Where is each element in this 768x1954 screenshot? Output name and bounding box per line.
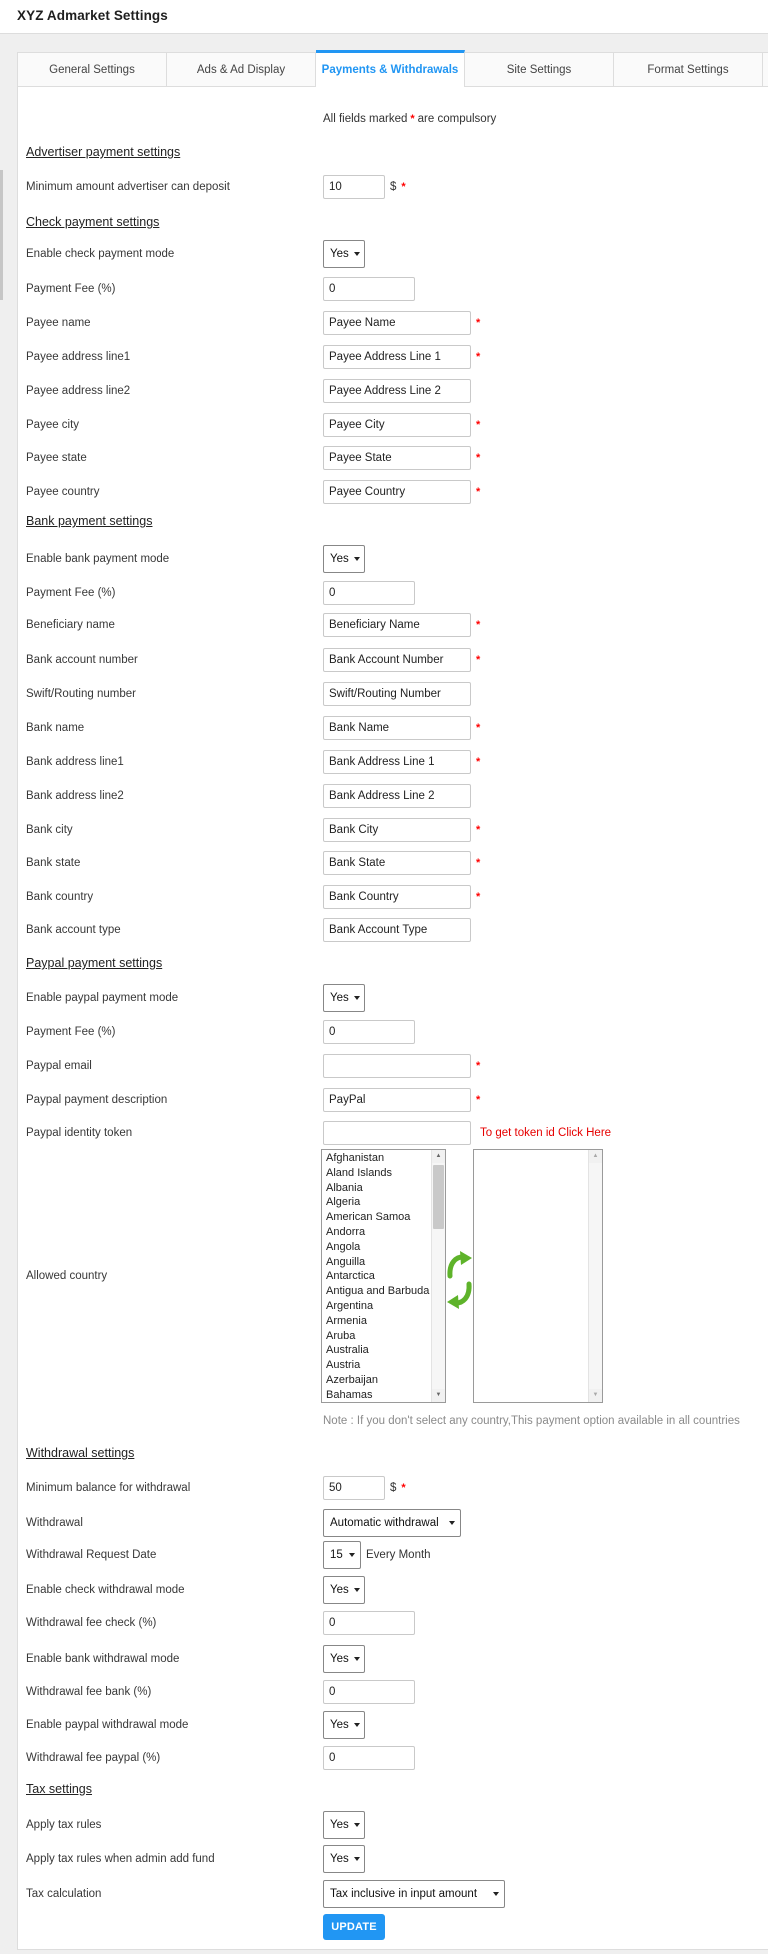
country-option[interactable]: Austria bbox=[326, 1359, 361, 1372]
payee-address1-input[interactable] bbox=[323, 345, 471, 369]
row-payee-address2 bbox=[26, 376, 764, 406]
country-option[interactable]: Azerbaijan bbox=[326, 1373, 378, 1386]
bank-name-input[interactable] bbox=[323, 716, 471, 740]
row-apply-tax-rules-admin bbox=[26, 1844, 764, 1874]
paypal-description-input[interactable] bbox=[323, 1088, 471, 1112]
compulsory-note-text: All fields marked bbox=[323, 113, 408, 125]
required-star: * bbox=[476, 619, 481, 631]
select-value: Yes bbox=[330, 553, 349, 565]
country-source-items bbox=[323, 1151, 431, 1401]
required-star: * bbox=[476, 486, 481, 498]
row-payee-address1 bbox=[26, 342, 764, 372]
row-withdrawal-mode bbox=[26, 1508, 764, 1538]
field-label: Payee address line1 bbox=[26, 351, 131, 363]
row-bank-account-type bbox=[26, 915, 764, 945]
field-label: Bank address line2 bbox=[26, 790, 124, 802]
field-label: Withdrawal bbox=[26, 1517, 83, 1529]
country-source-list[interactable] bbox=[321, 1149, 446, 1403]
chevron-down-icon bbox=[354, 1588, 360, 1592]
tab-label: General Settings bbox=[49, 63, 135, 76]
enable-paypal-payment-select[interactable] bbox=[323, 984, 365, 1012]
row-enable-check-payment bbox=[26, 239, 764, 269]
select-value: Yes bbox=[330, 1719, 349, 1731]
bank-address1-input[interactable] bbox=[323, 750, 471, 774]
tab-general-settings[interactable] bbox=[18, 53, 167, 86]
section-heading-check: Check payment settings bbox=[26, 215, 160, 229]
required-star: * bbox=[401, 1482, 406, 1494]
field-label: Payee address line2 bbox=[26, 385, 131, 397]
field-label: Bank account number bbox=[26, 654, 138, 666]
select-value: Yes bbox=[330, 1819, 349, 1831]
scroll-up-icon[interactable]: ▲ bbox=[589, 1150, 602, 1163]
row-apply-tax-rules bbox=[26, 1810, 764, 1840]
row-payee-city bbox=[26, 410, 764, 440]
currency-label: $ bbox=[390, 1482, 397, 1494]
select-value: Yes bbox=[330, 248, 349, 260]
field-label: Payee state bbox=[26, 452, 87, 464]
swift-routing-number-input[interactable] bbox=[323, 682, 471, 706]
payee-name-input[interactable] bbox=[323, 311, 471, 335]
row-payee-name bbox=[26, 308, 764, 338]
tab-label: Ads & Ad Display bbox=[196, 63, 286, 76]
country-option[interactable]: Antigua and Barbuda bbox=[326, 1285, 430, 1298]
select-value: Tax inclusive in input amount bbox=[330, 1888, 478, 1900]
chevron-down-icon bbox=[354, 1857, 360, 1861]
row-paypal-description bbox=[26, 1085, 764, 1115]
required-star: * bbox=[476, 654, 481, 666]
tab-label: Format Settings bbox=[647, 63, 729, 76]
payee-state-input[interactable] bbox=[323, 446, 471, 470]
apply-tax-rules-admin-select[interactable] bbox=[323, 1845, 365, 1873]
page-header bbox=[0, 0, 768, 34]
row-paypal-payment-fee bbox=[26, 1017, 764, 1047]
withdrawal-mode-select[interactable] bbox=[323, 1509, 461, 1537]
settings-panel bbox=[17, 52, 768, 1950]
withdrawal-fee-bank-input[interactable] bbox=[323, 1680, 415, 1704]
row-bank-address1 bbox=[26, 747, 764, 777]
field-label: Withdrawal fee bank (%) bbox=[26, 1686, 152, 1698]
beneficiary-name-input[interactable] bbox=[323, 613, 471, 637]
select-value: Yes bbox=[330, 992, 349, 1004]
required-star: * bbox=[476, 891, 481, 903]
field-label: Payment Fee (%) bbox=[26, 587, 116, 599]
chevron-down-icon bbox=[493, 1892, 499, 1896]
country-option[interactable]: Angola bbox=[326, 1240, 361, 1253]
field-label: Swift/Routing number bbox=[26, 688, 136, 700]
field-label: Tax calculation bbox=[26, 1888, 102, 1900]
enable-check-withdrawal-select[interactable] bbox=[323, 1576, 365, 1604]
row-min-balance bbox=[26, 1473, 764, 1503]
row-withdrawal-fee-check bbox=[26, 1608, 764, 1638]
row-enable-check-withdrawal bbox=[26, 1575, 764, 1605]
chevron-down-icon bbox=[354, 996, 360, 1000]
bank-payment-fee-input[interactable] bbox=[323, 581, 415, 605]
country-option[interactable]: Anguilla bbox=[326, 1255, 366, 1268]
tab-label: Site Settings bbox=[506, 63, 572, 76]
required-star: * bbox=[476, 1060, 481, 1072]
row-enable-paypal-payment bbox=[26, 983, 764, 1013]
field-label: Enable check payment mode bbox=[26, 248, 175, 260]
required-star: * bbox=[476, 722, 481, 734]
field-label: Minimum amount advertiser can deposit bbox=[26, 181, 230, 193]
row-paypal-email bbox=[26, 1051, 764, 1081]
field-label: Allowed country bbox=[26, 1270, 108, 1282]
row-payee-country bbox=[26, 477, 764, 507]
payee-country-input[interactable] bbox=[323, 480, 471, 504]
select-value: 15 bbox=[330, 1549, 343, 1561]
row-enable-bank-withdrawal bbox=[26, 1644, 764, 1674]
field-label: Minimum balance for withdrawal bbox=[26, 1482, 191, 1494]
select-value: Automatic withdrawal bbox=[330, 1517, 439, 1529]
bank-state-input[interactable] bbox=[323, 851, 471, 875]
section-heading-paypal: Paypal payment settings bbox=[26, 956, 163, 970]
field-label: Paypal payment description bbox=[26, 1094, 168, 1106]
payee-address2-input[interactable] bbox=[323, 379, 471, 403]
field-label: Enable bank payment mode bbox=[26, 553, 170, 565]
field-label: Payee country bbox=[26, 486, 100, 498]
scrollbar-thumb[interactable] bbox=[433, 1165, 444, 1229]
required-star: * bbox=[476, 824, 481, 836]
country-option[interactable]: Andorra bbox=[326, 1225, 366, 1238]
tab-ads-ad-display[interactable] bbox=[167, 53, 316, 86]
required-star: * bbox=[476, 419, 481, 431]
field-label: Enable bank withdrawal mode bbox=[26, 1653, 180, 1665]
country-option[interactable]: Afghanistan bbox=[326, 1152, 385, 1164]
country-option[interactable]: Bahamas bbox=[326, 1388, 373, 1401]
country-option[interactable]: Australia bbox=[326, 1344, 369, 1357]
every-month-label: Every Month bbox=[366, 1549, 431, 1561]
chevron-down-icon bbox=[354, 252, 360, 256]
bank-city-input[interactable] bbox=[323, 818, 471, 842]
section-heading-tax: Tax settings bbox=[26, 1782, 93, 1796]
withdrawal-request-date-select[interactable] bbox=[323, 1541, 361, 1569]
row-payee-state bbox=[26, 443, 764, 473]
list-scrollbar[interactable] bbox=[588, 1150, 602, 1402]
withdrawal-fee-check-input[interactable] bbox=[323, 1611, 415, 1635]
tab-format-settings[interactable] bbox=[614, 53, 763, 86]
apply-tax-rules-select[interactable] bbox=[323, 1811, 365, 1839]
tab-label: Payments & Withdrawals bbox=[321, 64, 459, 76]
field-label: Beneficiary name bbox=[26, 619, 115, 631]
min-deposit-input[interactable] bbox=[323, 175, 385, 199]
compulsory-note bbox=[323, 113, 496, 125]
required-star: * bbox=[476, 351, 481, 363]
bank-country-input[interactable] bbox=[323, 885, 471, 909]
section-heading-bank: Bank payment settings bbox=[26, 514, 153, 528]
row-swift-routing-number bbox=[26, 679, 764, 709]
country-option[interactable]: American Samoa bbox=[326, 1211, 411, 1224]
row-min-deposit bbox=[26, 172, 764, 202]
chevron-down-icon bbox=[354, 1823, 360, 1827]
section-heading-withdrawal: Withdrawal settings bbox=[26, 1446, 135, 1460]
chevron-down-icon bbox=[354, 557, 360, 561]
row-tax-calculation bbox=[26, 1879, 764, 1909]
field-label: Apply tax rules when admin add fund bbox=[26, 1853, 215, 1865]
paypal-payment-fee-input[interactable] bbox=[323, 1020, 415, 1044]
field-label: Paypal identity token bbox=[26, 1127, 133, 1139]
min-balance-input[interactable] bbox=[323, 1476, 385, 1500]
field-label: Payee name bbox=[26, 317, 91, 329]
row-withdrawal-fee-paypal bbox=[26, 1743, 764, 1773]
field-label: Withdrawal Request Date bbox=[26, 1549, 157, 1561]
field-label: Payment Fee (%) bbox=[26, 1026, 116, 1038]
country-note: Note : If you don't select any country,This payment option available in all countries bbox=[323, 1415, 740, 1427]
country-option[interactable]: Aland Islands bbox=[326, 1166, 393, 1179]
row-enable-bank-payment bbox=[26, 544, 764, 574]
required-star: * bbox=[476, 452, 481, 464]
country-option[interactable]: Algeria bbox=[326, 1196, 361, 1209]
field-label: Bank state bbox=[26, 857, 81, 869]
swap-arrows-icon bbox=[446, 1249, 473, 1311]
country-option[interactable]: Argentina bbox=[326, 1299, 374, 1312]
chevron-down-icon bbox=[354, 1657, 360, 1661]
country-option[interactable]: Antarctica bbox=[326, 1270, 375, 1283]
select-value: Yes bbox=[330, 1584, 349, 1596]
field-label: Bank city bbox=[26, 824, 73, 836]
field-label: Bank address line1 bbox=[26, 756, 124, 768]
field-label: Payment Fee (%) bbox=[26, 283, 116, 295]
required-star: * bbox=[476, 317, 481, 329]
field-label: Enable paypal withdrawal mode bbox=[26, 1719, 189, 1731]
field-label: Payee city bbox=[26, 419, 80, 431]
country-option[interactable]: Armenia bbox=[326, 1314, 367, 1327]
withdrawal-fee-paypal-input[interactable] bbox=[323, 1746, 415, 1770]
country-option[interactable]: Aruba bbox=[326, 1329, 356, 1342]
country-option[interactable]: Albania bbox=[326, 1181, 363, 1194]
row-bank-country bbox=[26, 882, 764, 912]
token-help-text bbox=[480, 1127, 611, 1139]
paypal-identity-token-input[interactable] bbox=[323, 1121, 471, 1145]
section-heading-advertiser: Advertiser payment settings bbox=[26, 145, 181, 159]
row-check-payment-fee bbox=[26, 274, 764, 304]
field-label: Paypal email bbox=[26, 1060, 92, 1072]
bank-account-type-input[interactable] bbox=[323, 918, 471, 942]
row-bank-state bbox=[26, 848, 764, 878]
country-selected-list[interactable] bbox=[473, 1149, 603, 1403]
chevron-down-icon bbox=[449, 1521, 455, 1525]
required-star: * bbox=[401, 181, 406, 193]
field-label: Bank country bbox=[26, 891, 94, 903]
enable-paypal-withdrawal-select[interactable] bbox=[323, 1711, 365, 1739]
transfer-arrows[interactable] bbox=[446, 1249, 473, 1316]
row-bank-payment-fee bbox=[26, 578, 764, 608]
required-star: * bbox=[410, 113, 415, 125]
chevron-down-icon bbox=[354, 1723, 360, 1727]
row-beneficiary-name bbox=[26, 610, 764, 640]
row-bank-city bbox=[26, 815, 764, 845]
row-enable-paypal-withdrawal bbox=[26, 1710, 764, 1740]
field-label: Bank account type bbox=[26, 924, 121, 936]
check-payment-fee-input[interactable] bbox=[323, 277, 415, 301]
page-scrollbar[interactable] bbox=[0, 170, 3, 300]
tax-calculation-select[interactable] bbox=[323, 1880, 505, 1908]
row-withdrawal-request-date bbox=[26, 1540, 764, 1570]
select-value: Yes bbox=[330, 1853, 349, 1865]
scroll-up-icon[interactable]: ▲ bbox=[432, 1150, 445, 1163]
row-bank-account-number bbox=[26, 645, 764, 675]
select-value: Yes bbox=[330, 1653, 349, 1665]
payee-city-input[interactable] bbox=[323, 413, 471, 437]
token-click-here-link[interactable]: Click Here bbox=[558, 1127, 612, 1139]
row-bank-address2 bbox=[26, 781, 764, 811]
chevron-down-icon bbox=[349, 1553, 355, 1557]
tab-bar bbox=[18, 53, 768, 87]
enable-check-payment-select[interactable] bbox=[323, 240, 365, 268]
token-help-label: To get token id bbox=[480, 1127, 555, 1139]
page-title: XYZ Admarket Settings bbox=[17, 8, 168, 23]
field-label: Enable check withdrawal mode bbox=[26, 1584, 185, 1596]
row-bank-name bbox=[26, 713, 764, 743]
row-withdrawal-fee-bank bbox=[26, 1677, 764, 1707]
bank-address2-input[interactable] bbox=[323, 784, 471, 808]
scroll-down-icon[interactable]: ▼ bbox=[432, 1389, 445, 1402]
enable-bank-payment-select[interactable] bbox=[323, 545, 365, 573]
field-label: Enable paypal payment mode bbox=[26, 992, 179, 1004]
currency-label: $ bbox=[390, 181, 397, 193]
field-label: Withdrawal fee paypal (%) bbox=[26, 1752, 161, 1764]
row-paypal-identity-token bbox=[26, 1118, 764, 1148]
required-star: * bbox=[476, 756, 481, 768]
paypal-email-input[interactable] bbox=[323, 1054, 471, 1078]
field-label: Apply tax rules bbox=[26, 1819, 102, 1831]
tab-payments-withdrawals[interactable] bbox=[316, 50, 465, 87]
required-star: * bbox=[476, 1094, 481, 1106]
compulsory-note-text: are compulsory bbox=[417, 113, 497, 125]
field-label: Bank name bbox=[26, 722, 85, 734]
update-button[interactable]: UPDATE bbox=[323, 1914, 385, 1940]
scroll-down-icon[interactable]: ▼ bbox=[589, 1389, 602, 1402]
required-star: * bbox=[476, 857, 481, 869]
tab-site-settings[interactable] bbox=[465, 53, 614, 86]
field-label: Withdrawal fee check (%) bbox=[26, 1617, 157, 1629]
enable-bank-withdrawal-select[interactable] bbox=[323, 1645, 365, 1673]
bank-account-number-input[interactable] bbox=[323, 648, 471, 672]
list-scrollbar[interactable] bbox=[431, 1150, 445, 1402]
